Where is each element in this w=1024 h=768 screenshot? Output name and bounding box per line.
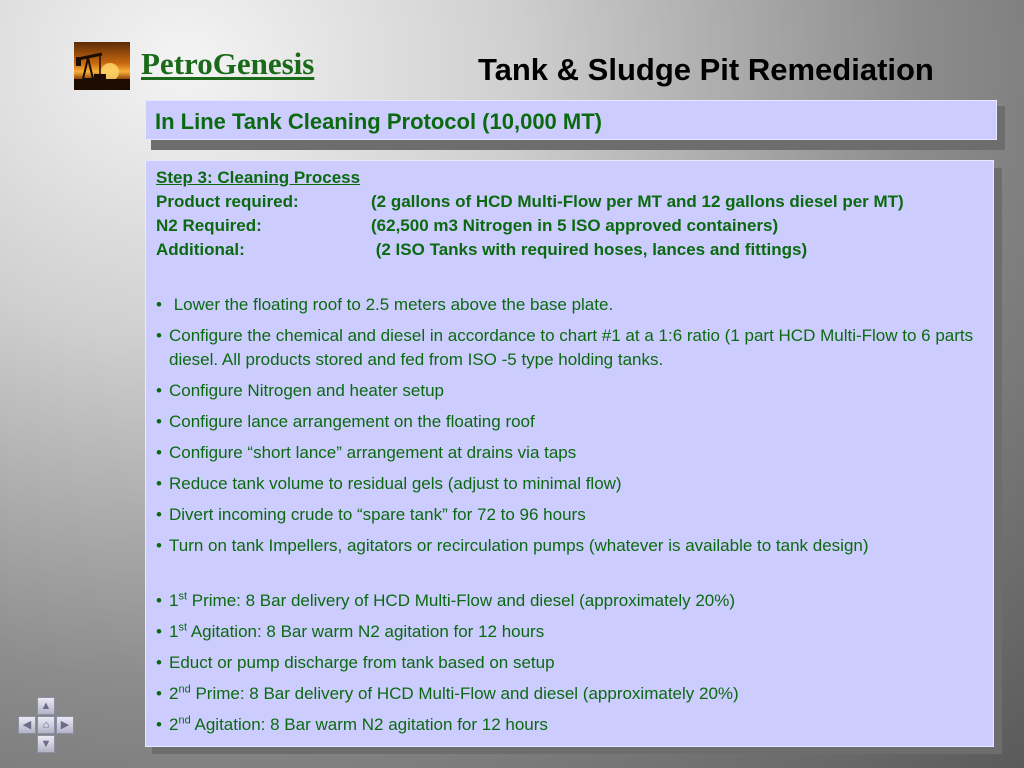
additional-row [156, 240, 808, 260]
step-title: Step 3: Cleaning Process [156, 168, 361, 187]
bullet-dot: • [156, 412, 162, 431]
bullet-text: Agitation: 8 Bar warm N2 agitation for 12 hours [190, 715, 548, 734]
ordinal-suffix: st [178, 590, 188, 603]
row-value: (62,500 m3 Nitrogen in 5 ISO approved containers) [371, 216, 779, 235]
row-label: Product required: [156, 192, 299, 211]
bullet-dot: • [156, 505, 162, 524]
ordinal-suffix: nd [178, 683, 191, 696]
bullet-text: Reduce tank volume to residual gels (adjust to minimal flow) [169, 474, 622, 493]
bullet-number: 1 [169, 622, 179, 641]
product-required-row [156, 192, 904, 212]
bullet-dot: • [156, 443, 162, 462]
arrow-up-icon[interactable]: ▲ [37, 697, 55, 715]
list-item [156, 379, 986, 403]
bullet-dot: • [156, 591, 162, 610]
row-value: (2 ISO Tanks with required hoses, lances and fittings) [371, 240, 808, 259]
row-label: Additional: [156, 240, 245, 259]
bullet-text: Configure Nitrogen and heater setup [169, 381, 445, 400]
content-panel [145, 160, 994, 747]
bullet-dot: • [156, 715, 162, 734]
slide-title: Tank & Sludge Pit Remediation [478, 52, 934, 87]
list-item [156, 472, 986, 496]
company-logo [74, 42, 130, 90]
bullet-text: Prime: 8 Bar delivery of HCD Multi-Flow and diesel (approximately 20%) [190, 684, 739, 703]
list-item [156, 589, 986, 613]
arrow-right-icon[interactable]: ▶ [56, 716, 74, 734]
bullet-text: Configure “short lance” arrangement at drains via taps [169, 443, 577, 462]
bullet-dot: • [156, 381, 162, 400]
bullet-number: 2 [169, 715, 179, 734]
bullet-dot: • [156, 684, 162, 703]
bullet-dot: • [156, 295, 162, 314]
list-item [156, 682, 986, 706]
bullet-text: Divert incoming crude to “spare tank” for 72 to 96 hours [169, 505, 586, 524]
list-item [156, 620, 986, 644]
bullet-dot: • [156, 536, 162, 555]
home-icon[interactable]: ⌂ [37, 716, 55, 734]
slide-navigation [18, 697, 74, 753]
bullet-dot: • [156, 326, 162, 345]
list-item [156, 324, 986, 372]
bullet-dot: • [156, 622, 162, 641]
row-value: (2 gallons of HCD Multi-Flow per MT and 12 gallons diesel per MT) [371, 192, 904, 211]
bullet-text: Prime: 8 Bar delivery of HCD Multi-Flow and diesel (approximately 20%) [187, 591, 735, 610]
bullet-text: Lower the floating roof to 2.5 meters above the base plate. [169, 295, 614, 314]
bullet-text: Educt or pump discharge from tank based on setup [169, 653, 555, 672]
oil-pump-sunset-icon [74, 42, 130, 90]
brand-name: PetroGenesis [141, 46, 315, 81]
list-item [156, 713, 986, 737]
ordinal-suffix: st [178, 621, 188, 634]
subtitle-text: In Line Tank Cleaning Protocol (10,000 MT) [155, 109, 602, 134]
list-item [156, 534, 986, 558]
list-item [156, 441, 986, 465]
subtitle-banner [145, 100, 997, 140]
bullet-text: Configure lance arrangement on the floating roof [169, 412, 535, 431]
bullet-text: Turn on tank Impellers, agitators or recirculation pumps (whatever is available to tank design) [169, 536, 869, 555]
bullet-text: Agitation: 8 Bar warm N2 agitation for 12 hours [187, 622, 545, 641]
ordinal-suffix: nd [178, 714, 191, 727]
list-item [156, 503, 986, 527]
bullet-number: 1 [169, 591, 179, 610]
arrow-left-icon[interactable]: ◀ [18, 716, 36, 734]
row-label: N2 Required: [156, 216, 262, 235]
bullet-dot: • [156, 474, 162, 493]
bullet-number: 2 [169, 684, 179, 703]
bullet-dot: • [156, 653, 162, 672]
bullet-text: Configure the chemical and diesel in accordance to chart #1 at a 1:6 ratio (1 part HCD Multi-Flow to 6 parts diesel. All products stored and fed from ISO -5 type holding tanks. [169, 326, 974, 369]
n2-required-row [156, 216, 779, 236]
list-item [156, 410, 986, 434]
arrow-down-icon[interactable]: ▼ [37, 735, 55, 753]
list-item [156, 293, 986, 317]
list-item [156, 651, 986, 675]
